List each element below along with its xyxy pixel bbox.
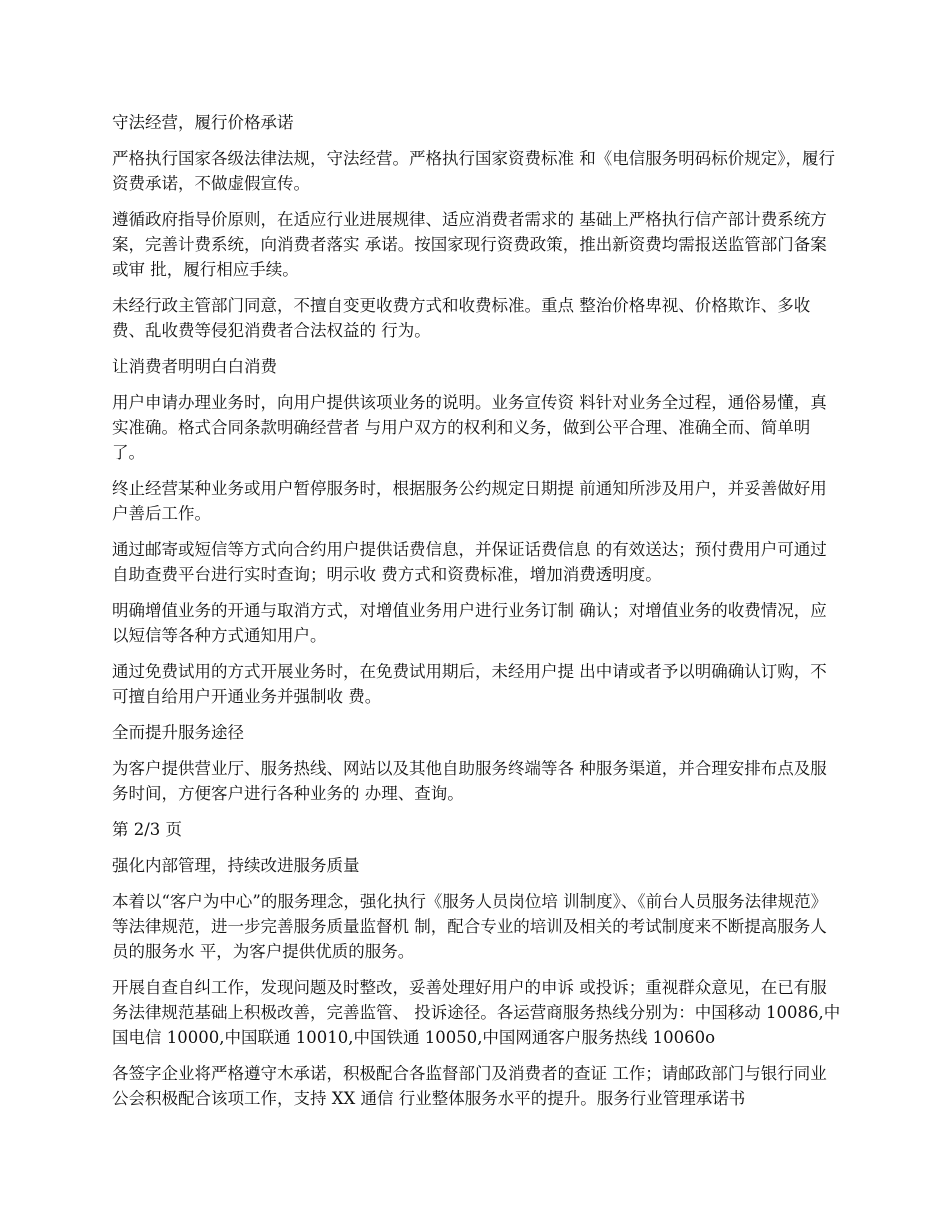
paragraph: 开展自查自纠工作，发现问题及时整改，妥善处理好用户的申诉 或投诉；重视群众意见，在已有服务法律规范基础上积极改善，完善监管、 投诉途径。各运营商服务热线分别为：中国移动 10086,中国电信 10000,中国联通 10010,中国铁通 10050,中国网通客户服务热线 10060o <box>112 978 841 1047</box>
paragraph: 为客户提供营业厅、服务热线、网站以及其他自助服务终端等各 种服务渠道，并合理安排布点及服务时间，方便客户进行各种业务的 办理、查询。 <box>112 759 827 803</box>
paragraph: 未经行政主管部门同意，不擅自变更收费方式和收费标准。重点 整治价格卑视、价格欺诈、多收费、乱收费等侵犯消费者合法权益的 行为。 <box>112 296 811 340</box>
document-body <box>112 110 842 1122</box>
section-heading-pricing: 守法经营，履行价格承诺 <box>112 113 294 132</box>
paragraph: 终止经营某种业务或用户暂停服务时，根据服务公约规定日期提 前通知所涉及用户，并妥善做好用户善后工作。 <box>112 479 827 523</box>
paragraph: 用户申请办理业务时，向用户提供该项业务的说明。业务宣传资 料针对业务全过程，通俗易懂，真实准确。格式合同条款明确经营者 与用户双方的权利和义务，做到公平合理、准确全而、简单明了。 <box>112 393 827 462</box>
paragraph: 各签字企业将严格遵守木承诺，积极配合各监督部门及消费者的查证 工作；请邮政部门与银行同业公会积极配合该项工作，支持 XX 通信 行业整体服务水平的提升。服务行业管理承诺书 <box>112 1064 827 1108</box>
section-heading-service-channels: 全而提升服务途径 <box>112 723 244 742</box>
page-number: 第 2/3 页 <box>112 820 183 839</box>
paragraph: 通过免费试用的方式开展业务时，在免费试用期后，未经用户提 出中请或者予以明确确认订购，不可擅自给用户开通业务并强制收 费。 <box>112 662 827 706</box>
paragraph: 通过邮寄或短信等方式向合约用户提供话费信息，并保证话费信息 的有效送达；预付费用户可通过自助查费平台进行实时查询；明示收 费方式和资费标准，增加消费透明度。 <box>112 540 827 584</box>
paragraph: 严格执行国家各级法律法规，守法经营。严格执行国家资费标准 和《电信服务明码标价规定》，履行资费承诺，不做虚假宣传。 <box>112 149 835 193</box>
section-heading-transparency: 让消费者明明白白消费 <box>112 357 277 376</box>
paragraph: 本着以“客户为中心”的服务理念，强化执行《服务人员岗位培 训制度》、《前台人员服务法律规范》等法律规范，进一步完善服务质量监督机 制，配合专业的培训及相关的考试制度来不断提高服务人员的服务水 平，为客户提供优质的服务。 <box>112 892 828 961</box>
paragraph: 明确增值业务的开通与取消方式，对增值业务用户进行业务订制 确认；对增值业务的收费情况，应以短信等各种方式通知用户。 <box>112 601 827 645</box>
paragraph: 遵循政府指导价原则，在适应行业进展规律、适应消费者需求的 基础上严格执行信产部计费系统方案，完善计费系统，向消费者落实 承诺。按国家现行资费政策，推出新资费均需报送监管部门备案或审 批，履行相应手续。 <box>112 210 827 279</box>
section-heading-internal-management: 强化内部管理，持续改进服务质量 <box>112 856 360 875</box>
